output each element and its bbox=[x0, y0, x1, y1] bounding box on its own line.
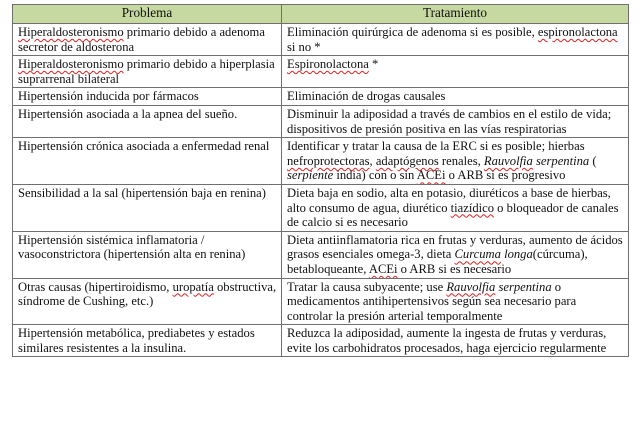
cell-text: india) con o sin bbox=[333, 168, 417, 183]
cell-text: Hipertensión metabólica, prediabetes y estados similares resistentes a la insulina. bbox=[18, 326, 255, 355]
treatment-cell bbox=[282, 231, 629, 278]
cell-text: Reduzca la adiposidad, aumente la ingesta de frutas y verduras, evite los carbohidratos procesados, haga ejercicio regularmente bbox=[287, 326, 607, 355]
cell-text: serpiente bbox=[287, 168, 334, 183]
cell-text: uropatía bbox=[172, 279, 214, 294]
cell-text: adaptógenos bbox=[375, 153, 439, 168]
cell-text: nefroprotectoras bbox=[287, 153, 370, 168]
table-row bbox=[13, 24, 629, 56]
cell-text: longa bbox=[500, 247, 533, 262]
column-header-problema: Problema bbox=[13, 5, 282, 24]
problem-cell bbox=[13, 325, 282, 357]
cell-text: * bbox=[368, 57, 379, 72]
treatment-cell bbox=[282, 56, 629, 88]
cell-text: Dieta antiinflamatoria rica en frutas y verduras, aumento de ácidos grasos esenciales omega-3, dieta bbox=[287, 232, 623, 262]
cell-text: primario debido a adenoma secretor de aldosterona bbox=[18, 25, 265, 54]
cell-text: Hipertensión crónica asociada a enfermedad renal bbox=[18, 139, 270, 154]
table-row bbox=[13, 105, 629, 137]
cell-text: Hipertensión inducida por fármacos bbox=[18, 89, 199, 104]
cell-text: serpentina bbox=[495, 279, 552, 294]
cell-text: Curcuma bbox=[454, 247, 501, 262]
treatment-cell bbox=[282, 24, 629, 56]
cell-text: Tratar la causa subyacente; use bbox=[287, 279, 447, 294]
problem-cell bbox=[13, 184, 282, 231]
treatment-cell bbox=[282, 88, 629, 106]
cell-text: o medicamentos antihipertensivos según sea necesario para controlar la presión arterial temporalmente bbox=[287, 279, 577, 323]
table-row bbox=[13, 184, 629, 231]
table-row bbox=[13, 278, 629, 325]
cell-text: Sensibilidad a la sal (hipertensión baja en renina) bbox=[18, 185, 266, 200]
cell-text: serpentina bbox=[532, 153, 590, 168]
table-row bbox=[13, 231, 629, 278]
problem-cell bbox=[13, 231, 282, 278]
cell-text: o ARB si es progresivo bbox=[445, 168, 566, 183]
problem-cell bbox=[13, 56, 282, 88]
cell-text: ( bbox=[589, 153, 597, 168]
cell-text: Hipertensión asociada a la apnea del sueño. bbox=[18, 106, 238, 121]
cell-text: tiazídico bbox=[450, 200, 495, 215]
cell-text: , bbox=[369, 153, 376, 168]
cell-text: Otras causas (hipertiroidismo, bbox=[18, 279, 173, 294]
hypertension-treatment-table bbox=[12, 4, 629, 357]
cell-text: ACEi bbox=[368, 261, 398, 276]
treatment-cell bbox=[282, 325, 629, 357]
table-body bbox=[13, 24, 629, 357]
treatment-cell bbox=[282, 105, 629, 137]
cell-text: Disminuir la adiposidad a través de cambios en el estilo de vida; dispositivos de presión positiva en las vías respiratorias bbox=[287, 106, 612, 136]
table-row bbox=[13, 138, 629, 185]
problem-cell bbox=[13, 278, 282, 325]
cell-text: primario debido a hiperplasia suprarrenal bilateral bbox=[18, 57, 275, 86]
table-row bbox=[13, 56, 629, 88]
treatment-cell bbox=[282, 278, 629, 325]
cell-text: Rauvolfia bbox=[483, 153, 533, 168]
cell-text: Eliminación quirúrgica de adenoma si es posible, bbox=[287, 25, 538, 39]
table-row bbox=[13, 88, 629, 106]
treatment-cell bbox=[282, 138, 629, 185]
cell-text: renales, bbox=[438, 153, 484, 168]
cell-text: Espironolactona bbox=[287, 57, 369, 72]
cell-text: o bloqueador de canales de calcio si es necesario bbox=[287, 200, 619, 230]
cell-text: obstructiva, síndrome de Cushing, etc.) bbox=[18, 279, 277, 309]
table-row bbox=[13, 325, 629, 357]
treatment-cell bbox=[282, 184, 629, 231]
cell-text: Eliminación de drogas causales bbox=[287, 89, 446, 104]
cell-text: si no * bbox=[287, 39, 321, 54]
problem-cell bbox=[13, 88, 282, 106]
problem-cell bbox=[13, 138, 282, 185]
cell-text: Rauvolfia bbox=[446, 279, 496, 294]
cell-text: espironolactona bbox=[537, 25, 618, 39]
column-header-tratamiento: Tratamiento bbox=[282, 5, 629, 24]
table-header-row bbox=[13, 5, 629, 24]
cell-text: ACEi bbox=[416, 168, 446, 183]
problem-cell bbox=[13, 105, 282, 137]
cell-text: o ARB si es necesario bbox=[397, 261, 512, 276]
cell-text: Hiperaldosteronismo bbox=[18, 57, 124, 72]
cell-text: Dieta baja en sodio, alta en potasio, diuréticos a base de hierbas, alto consumo de agua, diurético bbox=[287, 185, 611, 215]
cell-text: Hiperaldosteronismo bbox=[18, 25, 124, 39]
cell-text: Hipertensión sistémica inflamatoria / vasoconstrictora (hipertensión alta en renina) bbox=[18, 232, 246, 262]
cell-text: (cúrcuma), betabloqueante, bbox=[287, 247, 588, 276]
problem-cell bbox=[13, 24, 282, 56]
cell-text: Identificar y tratar la causa de la ERC si es posible; hierbas bbox=[287, 139, 585, 154]
